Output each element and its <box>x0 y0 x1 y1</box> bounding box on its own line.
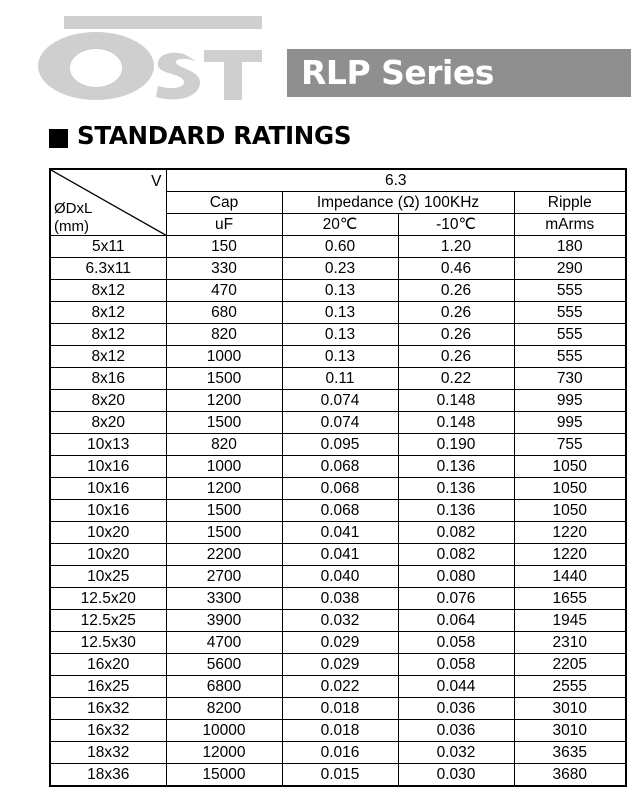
size-cell: 8x12 <box>50 324 166 346</box>
impedance-20c-cell: 0.018 <box>282 720 398 742</box>
table-row <box>50 368 626 390</box>
cap-cell: 10000 <box>166 720 282 742</box>
impedance-minus10c-cell: 0.26 <box>398 302 514 324</box>
ost-logo <box>38 16 262 100</box>
series-banner <box>287 49 631 97</box>
impedance-header: Impedance (Ω) 100KHz <box>282 192 514 214</box>
size-cell: 12.5x20 <box>50 588 166 610</box>
table-row <box>50 390 626 412</box>
ripple-cell: 730 <box>514 368 626 390</box>
size-cell: 12.5x30 <box>50 632 166 654</box>
ripple-cell: 995 <box>514 390 626 412</box>
impedance-20c-cell: 0.029 <box>282 654 398 676</box>
table-row <box>50 236 626 258</box>
impedance-20c-cell: 0.022 <box>282 676 398 698</box>
section-square-icon <box>49 129 68 148</box>
cap-cell: 820 <box>166 324 282 346</box>
ripple-cell: 3010 <box>514 698 626 720</box>
voltage-value: 6.3 <box>166 169 626 192</box>
size-cell: 10x16 <box>50 500 166 522</box>
cap-cell: 6800 <box>166 676 282 698</box>
size-cell: 16x25 <box>50 676 166 698</box>
table-row <box>50 544 626 566</box>
table-row <box>50 654 626 676</box>
size-cell: 16x32 <box>50 698 166 720</box>
ripple-cell: 2310 <box>514 632 626 654</box>
impedance-minus10c-cell: 0.148 <box>398 390 514 412</box>
cap-cell: 470 <box>166 280 282 302</box>
impedance-20c-cell: 0.13 <box>282 302 398 324</box>
impedance-20c-cell: 0.038 <box>282 588 398 610</box>
impedance-20c-cell: 0.13 <box>282 346 398 368</box>
ripple-unit: mArms <box>514 214 626 236</box>
impedance-minus10c-cell: 0.080 <box>398 566 514 588</box>
ripple-cell: 555 <box>514 302 626 324</box>
ripple-cell: 3010 <box>514 720 626 742</box>
ripple-cell: 1220 <box>514 544 626 566</box>
table-row <box>50 610 626 632</box>
impedance-20c-cell: 0.032 <box>282 610 398 632</box>
impedance-minus10c-cell: 0.26 <box>398 280 514 302</box>
table-row <box>50 280 626 302</box>
table-row <box>50 566 626 588</box>
cap-cell: 1500 <box>166 500 282 522</box>
cap-cell: 1200 <box>166 478 282 500</box>
impedance-20c-cell: 0.60 <box>282 236 398 258</box>
cap-cell: 2200 <box>166 544 282 566</box>
size-cell: 10x13 <box>50 434 166 456</box>
impedance-minus10c-cell: 0.032 <box>398 742 514 764</box>
impedance-20c-cell: 0.095 <box>282 434 398 456</box>
impedance-minus10c-cell: 0.26 <box>398 324 514 346</box>
cap-cell: 2700 <box>166 566 282 588</box>
ripple-header: Ripple <box>514 192 626 214</box>
impedance-20c-cell: 0.13 <box>282 280 398 302</box>
table-row <box>50 456 626 478</box>
impedance-20c-cell: 0.018 <box>282 698 398 720</box>
table-row <box>50 522 626 544</box>
cap-cell: 1500 <box>166 368 282 390</box>
ripple-cell: 1220 <box>514 522 626 544</box>
ripple-cell: 290 <box>514 258 626 280</box>
size-cell: 5x11 <box>50 236 166 258</box>
size-cell: 8x12 <box>50 346 166 368</box>
table-row <box>50 720 626 742</box>
impedance-minus10c-cell: 0.136 <box>398 456 514 478</box>
ripple-cell: 180 <box>514 236 626 258</box>
logo-text: OST <box>38 16 41 17</box>
table-row <box>50 412 626 434</box>
cap-cell: 15000 <box>166 764 282 787</box>
cap-cell: 8200 <box>166 698 282 720</box>
cap-cell: 4700 <box>166 632 282 654</box>
impedance-minus10c-cell: 0.064 <box>398 610 514 632</box>
size-unit: (mm) <box>54 218 89 235</box>
table-row <box>50 324 626 346</box>
corner-header-cell <box>50 169 166 236</box>
size-cell: 10x20 <box>50 522 166 544</box>
impedance-minus10c-cell: 0.148 <box>398 412 514 434</box>
temp-minus10-header: -10℃ <box>398 214 514 236</box>
impedance-minus10c-cell: 0.058 <box>398 654 514 676</box>
table-row <box>50 500 626 522</box>
impedance-minus10c-cell: 0.26 <box>398 346 514 368</box>
size-cell: 8x12 <box>50 302 166 324</box>
ripple-cell: 1945 <box>514 610 626 632</box>
table-row <box>50 676 626 698</box>
impedance-minus10c-cell: 0.190 <box>398 434 514 456</box>
ost-logo-graphic <box>38 16 262 100</box>
size-label: ØDxL <box>54 200 93 217</box>
impedance-minus10c-cell: 0.082 <box>398 544 514 566</box>
impedance-minus10c-cell: 1.20 <box>398 236 514 258</box>
impedance-minus10c-cell: 0.036 <box>398 720 514 742</box>
impedance-minus10c-cell: 0.082 <box>398 522 514 544</box>
ripple-cell: 2205 <box>514 654 626 676</box>
ripple-cell: 1050 <box>514 456 626 478</box>
size-cell: 8x20 <box>50 390 166 412</box>
impedance-20c-cell: 0.015 <box>282 764 398 787</box>
size-cell: 8x16 <box>50 368 166 390</box>
size-cell: 18x32 <box>50 742 166 764</box>
impedance-20c-cell: 0.074 <box>282 412 398 434</box>
ripple-cell: 2555 <box>514 676 626 698</box>
size-cell: 10x16 <box>50 478 166 500</box>
table-row <box>50 764 626 787</box>
impedance-minus10c-cell: 0.22 <box>398 368 514 390</box>
cap-unit: uF <box>166 214 282 236</box>
ripple-cell: 555 <box>514 346 626 368</box>
impedance-20c-cell: 0.13 <box>282 324 398 346</box>
impedance-minus10c-cell: 0.036 <box>398 698 514 720</box>
impedance-minus10c-cell: 0.058 <box>398 632 514 654</box>
ripple-cell: 995 <box>514 412 626 434</box>
table-row <box>50 434 626 456</box>
impedance-minus10c-cell: 0.136 <box>398 500 514 522</box>
ripple-cell: 755 <box>514 434 626 456</box>
impedance-20c-cell: 0.23 <box>282 258 398 280</box>
cap-cell: 5600 <box>166 654 282 676</box>
size-cell: 8x12 <box>50 280 166 302</box>
ripple-cell: 3635 <box>514 742 626 764</box>
impedance-20c-cell: 0.068 <box>282 456 398 478</box>
temp-20-header: 20℃ <box>282 214 398 236</box>
table-row <box>50 588 626 610</box>
table-row <box>50 302 626 324</box>
size-cell: 16x32 <box>50 720 166 742</box>
standard-ratings-table <box>49 168 627 787</box>
cap-cell: 680 <box>166 302 282 324</box>
ripple-cell: 555 <box>514 324 626 346</box>
table-row <box>50 346 626 368</box>
impedance-20c-cell: 0.068 <box>282 478 398 500</box>
header-row-voltage <box>50 169 626 192</box>
cap-cell: 3300 <box>166 588 282 610</box>
table-row <box>50 742 626 764</box>
impedance-20c-cell: 0.029 <box>282 632 398 654</box>
size-cell: 10x20 <box>50 544 166 566</box>
cap-cell: 1000 <box>166 456 282 478</box>
table-row <box>50 632 626 654</box>
impedance-minus10c-cell: 0.044 <box>398 676 514 698</box>
ripple-cell: 1655 <box>514 588 626 610</box>
series-title: RLP Series <box>301 53 494 92</box>
impedance-20c-cell: 0.041 <box>282 544 398 566</box>
impedance-20c-cell: 0.074 <box>282 390 398 412</box>
cap-header: Cap <box>166 192 282 214</box>
cap-cell: 3900 <box>166 610 282 632</box>
size-cell: 16x20 <box>50 654 166 676</box>
impedance-20c-cell: 0.040 <box>282 566 398 588</box>
ripple-cell: 1440 <box>514 566 626 588</box>
size-cell: 6.3x11 <box>50 258 166 280</box>
voltage-label: V <box>151 173 162 190</box>
impedance-20c-cell: 0.041 <box>282 522 398 544</box>
table-row <box>50 258 626 280</box>
cap-cell: 1000 <box>166 346 282 368</box>
impedance-20c-cell: 0.068 <box>282 500 398 522</box>
impedance-minus10c-cell: 0.076 <box>398 588 514 610</box>
size-cell: 10x25 <box>50 566 166 588</box>
impedance-minus10c-cell: 0.136 <box>398 478 514 500</box>
cap-cell: 150 <box>166 236 282 258</box>
ripple-cell: 1050 <box>514 478 626 500</box>
ripple-cell: 1050 <box>514 500 626 522</box>
cap-cell: 12000 <box>166 742 282 764</box>
impedance-minus10c-cell: 0.46 <box>398 258 514 280</box>
size-cell: 12.5x25 <box>50 610 166 632</box>
cap-cell: 820 <box>166 434 282 456</box>
size-cell: 10x16 <box>50 456 166 478</box>
impedance-20c-cell: 0.11 <box>282 368 398 390</box>
impedance-20c-cell: 0.016 <box>282 742 398 764</box>
section-title: STANDARD RATINGS <box>77 121 352 150</box>
cap-cell: 1200 <box>166 390 282 412</box>
cap-cell: 1500 <box>166 522 282 544</box>
table-row <box>50 478 626 500</box>
ripple-cell: 3680 <box>514 764 626 787</box>
impedance-minus10c-cell: 0.030 <box>398 764 514 787</box>
ripple-cell: 555 <box>514 280 626 302</box>
size-cell: 8x20 <box>50 412 166 434</box>
cap-cell: 330 <box>166 258 282 280</box>
table-row <box>50 698 626 720</box>
size-cell: 18x36 <box>50 764 166 787</box>
cap-cell: 1500 <box>166 412 282 434</box>
